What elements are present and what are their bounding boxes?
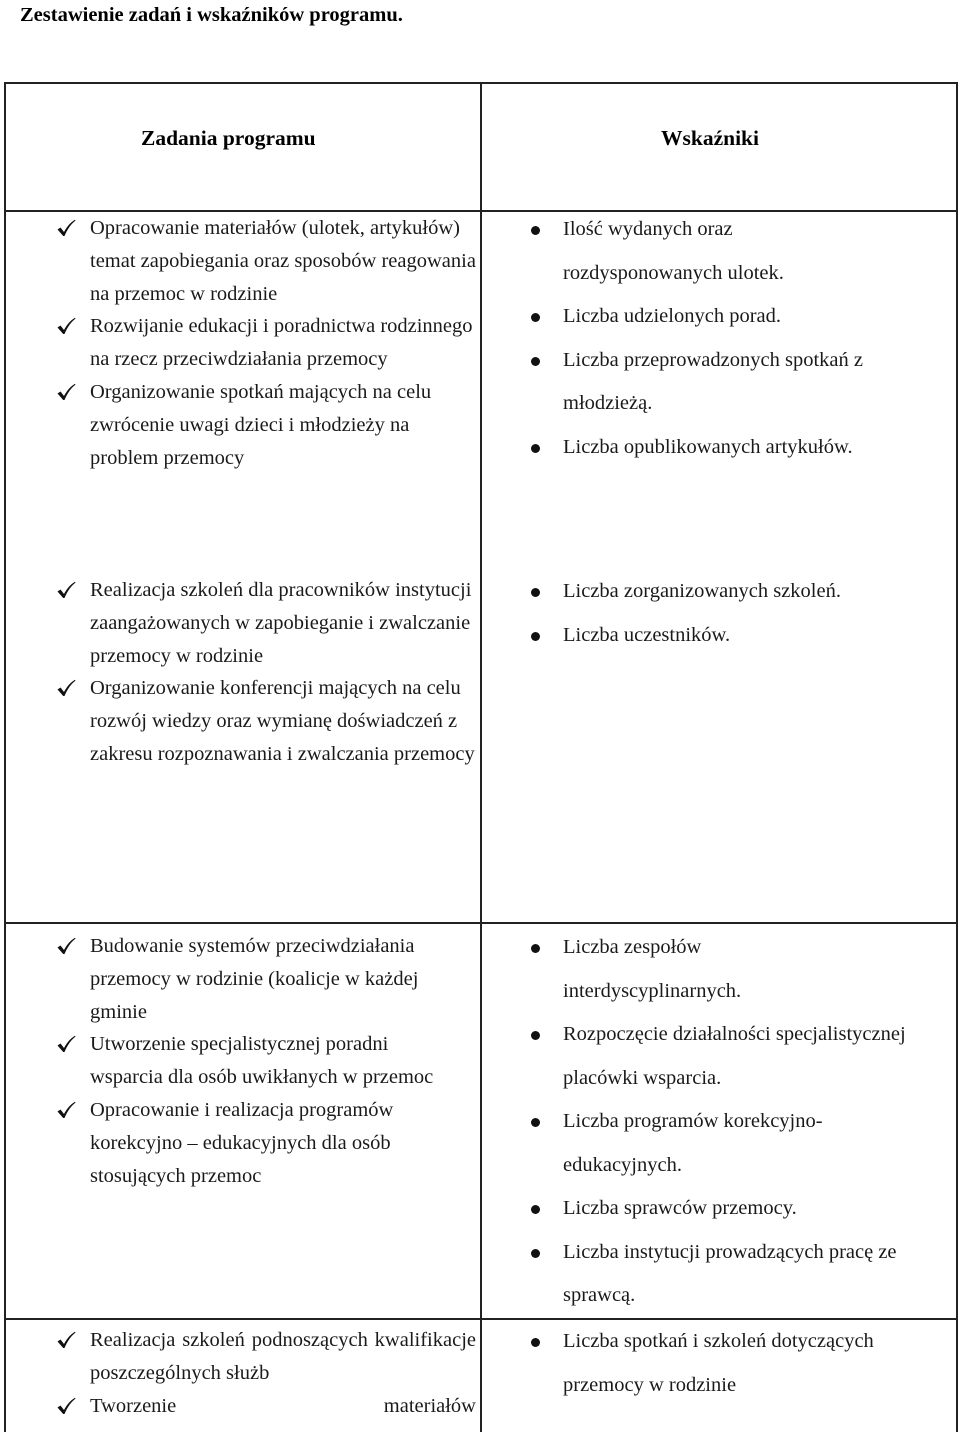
task-text: Rozwijanie edukacji i poradnictwa rodzinnego na rzecz przeciwdziałania przemocy [90, 315, 473, 371]
bullet-icon [531, 1118, 540, 1127]
indicator-item [525, 208, 950, 295]
checkmark-icon [56, 581, 76, 599]
bullet-icon [531, 632, 540, 641]
task-list [54, 930, 476, 1192]
task-item [54, 376, 476, 474]
task-text: Budowanie systemów przeciwdziałania przemocy w rodzinie (koalicje w każdej gminie [90, 935, 419, 1023]
row-3-indicators-cell [525, 926, 950, 1318]
indicator-text: Liczba spotkań i szkoleń dotyczących przemocy w rodzinie [563, 1330, 874, 1396]
indicator-item [525, 570, 950, 614]
bullet-icon [531, 357, 540, 366]
indicator-list [525, 208, 950, 469]
checkmark-icon [56, 679, 76, 697]
indicator-item [525, 1013, 950, 1100]
bullet-icon [531, 1249, 540, 1258]
checkmark-icon [56, 1035, 76, 1053]
checkmark-icon [56, 219, 76, 237]
header-indicators: Wskaźniki [661, 126, 759, 150]
indicator-text: Liczba opublikowanych artykułów. [563, 435, 853, 458]
task-text: Opracowanie i realizacja programów korekcyjno – edukacyjnych dla osób stosujących przemoc [90, 1098, 394, 1187]
indicator-list [525, 926, 950, 1318]
table-border-left [4, 82, 6, 1432]
bullet-icon [531, 588, 540, 597]
task-text: Utworzenie specjalistycznej poradni wsparcia dla osób uwikłanych w przemoc [90, 1033, 434, 1089]
bullet-icon [531, 1338, 540, 1347]
indicator-text: Liczba zorganizowanych szkoleń. [563, 580, 841, 602]
task-text: Tworzenie materiałów [90, 1394, 476, 1417]
table-border-top [4, 82, 958, 84]
row-1-indicators-cell [525, 208, 950, 469]
indicator-item [525, 1100, 950, 1187]
task-item [54, 1324, 476, 1390]
checkmark-icon [56, 1397, 76, 1415]
task-list [54, 574, 476, 771]
indicator-text: Rozpoczęcie działalności specjalistycznej placówki wsparcia. [563, 1023, 906, 1089]
indicator-item [525, 426, 950, 470]
indicator-text: Liczba programów korekcyjno-edukacyjnych. [563, 1110, 823, 1176]
bullet-icon [531, 444, 540, 453]
indicator-item [525, 295, 950, 339]
task-item [54, 1028, 476, 1094]
checkmark-icon [56, 937, 76, 955]
row-3-top-border [4, 922, 958, 924]
checkmark-icon [56, 1331, 76, 1349]
task-item [54, 672, 476, 770]
page-title: Zestawienie zadań i wskaźników programu. [20, 4, 403, 26]
indicator-item [525, 1320, 950, 1407]
task-text: Realizacja szkoleń dla pracowników instytucji zaangażowanych w zapobieganie i zwalczanie przemocy w rodzinie [90, 579, 472, 667]
bullet-icon [531, 313, 540, 322]
checkmark-icon [56, 383, 76, 401]
task-item [54, 1094, 476, 1192]
indicator-item [525, 926, 950, 1013]
indicator-text: Liczba przeprowadzonych spotkań z młodzieżą. [563, 348, 863, 414]
indicator-text: Liczba instytucji prowadzących pracę ze sprawcą. [563, 1240, 897, 1306]
indicator-text: Ilość wydanych oraz rozdysponowanych ulotek. [563, 218, 784, 284]
task-item [54, 574, 476, 672]
row-4-tasks-cell [54, 1324, 476, 1422]
task-item [54, 310, 476, 376]
task-item [54, 1390, 476, 1423]
table-border-right [956, 82, 958, 1432]
indicator-text: Liczba udzielonych porad. [563, 305, 782, 327]
indicator-list [525, 1320, 950, 1407]
task-list [54, 1324, 476, 1422]
checkmark-icon [56, 1101, 76, 1119]
indicator-text: Liczba zespołów interdyscyplinarnych. [563, 936, 742, 1002]
row-2-tasks-cell [54, 574, 476, 771]
bullet-icon [531, 944, 540, 953]
task-text: Organizowanie spotkań mających na celu zwrócenie uwagi dzieci i młodzieży na problem przemocy [90, 380, 432, 469]
row-1-tasks-cell [54, 212, 476, 474]
bullet-icon [531, 226, 540, 235]
row-4-indicators-cell [525, 1320, 950, 1407]
indicator-item [525, 1187, 950, 1231]
task-item [54, 212, 476, 310]
indicator-text: Liczba uczestników. [563, 623, 731, 646]
checkmark-icon [56, 317, 76, 335]
task-item [54, 930, 476, 1028]
indicator-text: Liczba sprawców przemocy. [563, 1197, 797, 1219]
indicator-item [525, 339, 950, 426]
bullet-icon [531, 1205, 540, 1214]
task-list [54, 212, 476, 474]
row-2-indicators-cell [525, 570, 950, 657]
indicator-item [525, 614, 950, 658]
row-3-tasks-cell [54, 930, 476, 1192]
header-tasks: Zadania programu [141, 126, 316, 150]
indicator-item [525, 1231, 950, 1318]
indicator-list [525, 570, 950, 657]
bullet-icon [531, 1031, 540, 1040]
task-text: Organizowanie konferencji mających na celu rozwój wiedzy oraz wymianę doświadczeń z zakresu rozpoznawania i zwalczania przemocy [90, 677, 475, 765]
task-text: Opracowanie materiałów (ulotek, artykułów) temat zapobiegania oraz sposobów reagowania na przemoc w rodzinie [90, 217, 476, 305]
table-border-middle [480, 82, 482, 1432]
task-text: Realizacja szkoleń podnoszących kwalifikacje poszczególnych służb [90, 1329, 476, 1384]
tasks-indicators-table [4, 82, 959, 1432]
